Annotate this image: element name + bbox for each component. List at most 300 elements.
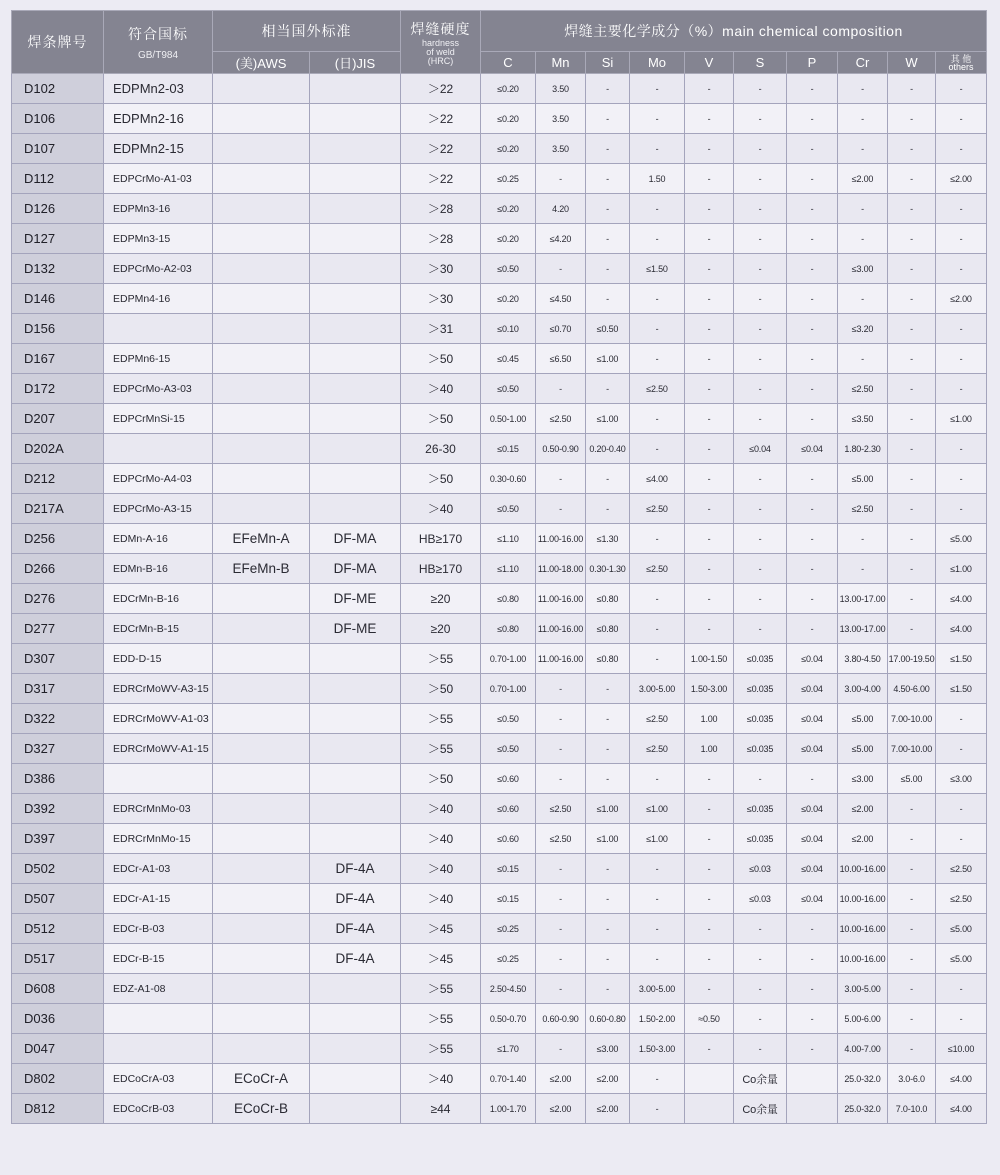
c-cell: ≤0.25 [481, 164, 536, 194]
others-cell: ≤4.00 [936, 1064, 987, 1094]
hardness-cell: ＞50 [401, 764, 481, 794]
p-cell: - [787, 374, 838, 404]
table-row [12, 854, 987, 884]
c-cell: ≤0.25 [481, 944, 536, 974]
others-cell: ≤2.50 [936, 884, 987, 914]
jis-cell [310, 704, 401, 734]
cr-cell: 25.0-32.0 [838, 1094, 888, 1124]
gb-standard-cell: EDPMn4-16 [104, 284, 213, 314]
p-cell: - [787, 74, 838, 104]
mn-cell: ≤2.50 [536, 794, 586, 824]
v-cell: 1.50-3.00 [685, 674, 734, 704]
si-cell: ≤0.50 [586, 314, 630, 344]
cr-cell: - [838, 284, 888, 314]
hardness-cell: ＞50 [401, 674, 481, 704]
table-row [12, 314, 987, 344]
v-cell: - [685, 764, 734, 794]
s-cell: - [734, 314, 787, 344]
c-cell: ≤0.50 [481, 494, 536, 524]
mo-cell: - [630, 344, 685, 374]
v-cell: - [685, 374, 734, 404]
p-cell: - [787, 134, 838, 164]
gb-standard-cell: EDPMn2-03 [104, 74, 213, 104]
others-cell: - [936, 704, 987, 734]
c-cell: 1.00-1.70 [481, 1094, 536, 1124]
mo-cell: 1.50-3.00 [630, 1034, 685, 1064]
others-cell: - [936, 434, 987, 464]
mo-cell: - [630, 104, 685, 134]
hardness-cell: ＞40 [401, 374, 481, 404]
aws-cell [213, 584, 310, 614]
table-row [12, 164, 987, 194]
hardness-cell: ＞40 [401, 494, 481, 524]
gb-standard-cell: EDPCrMo-A3-15 [104, 494, 213, 524]
header-gb-sub: GB/T984 [137, 49, 179, 61]
mn-cell: 11.00-16.00 [536, 584, 586, 614]
c-cell: ≤0.20 [481, 104, 536, 134]
aws-cell: ECoCr-B [213, 1094, 310, 1124]
cr-cell: ≤2.00 [838, 164, 888, 194]
brand-cell: D397 [12, 824, 104, 854]
cr-cell: 10.00-16.00 [838, 944, 888, 974]
jis-cell [310, 284, 401, 314]
others-cell: ≤4.00 [936, 614, 987, 644]
mn-cell: - [536, 944, 586, 974]
jis-cell [310, 674, 401, 704]
hardness-cell: ＞22 [401, 164, 481, 194]
table-row [12, 584, 987, 614]
mn-cell: - [536, 854, 586, 884]
mo-cell: - [630, 284, 685, 314]
hardness-cell: HB≥170 [401, 554, 481, 584]
header-jis [310, 52, 401, 74]
p-cell: ≤0.04 [787, 854, 838, 884]
mo-cell: - [630, 914, 685, 944]
others-cell: ≤3.00 [936, 764, 987, 794]
gb-standard-cell: EDMn-A-16 [104, 524, 213, 554]
w-cell: - [888, 554, 936, 584]
table-row [12, 794, 987, 824]
jis-cell: DF-MA [310, 524, 401, 554]
c-cell: ≤0.50 [481, 374, 536, 404]
table-row [12, 464, 987, 494]
p-cell: - [787, 584, 838, 614]
v-cell: - [685, 254, 734, 284]
v-cell: - [685, 284, 734, 314]
brand-cell: D276 [12, 584, 104, 614]
others-cell: ≤2.00 [936, 284, 987, 314]
si-cell: 0.30-1.30 [586, 554, 630, 584]
v-cell: - [685, 134, 734, 164]
si-cell: ≤2.00 [586, 1064, 630, 1094]
cr-cell: - [838, 224, 888, 254]
c-cell: ≤0.10 [481, 314, 536, 344]
mn-cell: 3.50 [536, 74, 586, 104]
jis-cell [310, 764, 401, 794]
table-row [12, 1034, 987, 1064]
cr-cell: ≤3.20 [838, 314, 888, 344]
hardness-cell: ＞50 [401, 464, 481, 494]
brand-cell: D277 [12, 614, 104, 644]
c-cell: 0.70-1.00 [481, 644, 536, 674]
others-cell: ≤1.50 [936, 674, 987, 704]
w-cell: - [888, 1004, 936, 1034]
table-row [12, 1004, 987, 1034]
cr-cell: ≤3.50 [838, 404, 888, 434]
aws-cell [213, 974, 310, 1004]
s-cell: - [734, 374, 787, 404]
gb-standard-cell: EDCoCrB-03 [104, 1094, 213, 1124]
v-cell: - [685, 824, 734, 854]
si-cell: - [586, 884, 630, 914]
brand-cell: D036 [12, 1004, 104, 1034]
v-cell: - [685, 974, 734, 1004]
c-cell: ≤0.80 [481, 584, 536, 614]
p-cell: - [787, 1004, 838, 1034]
s-cell: ≤0.035 [734, 704, 787, 734]
mo-cell: ≤1.00 [630, 794, 685, 824]
hardness-cell: ＞55 [401, 974, 481, 1004]
brand-cell: D317 [12, 674, 104, 704]
mn-cell: 4.20 [536, 194, 586, 224]
c-cell: ≤0.80 [481, 614, 536, 644]
p-cell: - [787, 164, 838, 194]
hardness-cell: ＞40 [401, 854, 481, 884]
hardness-cell: ＞40 [401, 824, 481, 854]
aws-cell [213, 434, 310, 464]
mo-cell: - [630, 194, 685, 224]
v-cell: - [685, 344, 734, 374]
others-cell: ≤2.00 [936, 164, 987, 194]
table-row [12, 104, 987, 134]
w-cell: - [888, 224, 936, 254]
hardness-cell: ＞40 [401, 884, 481, 914]
s-cell: - [734, 164, 787, 194]
s-cell: ≤0.04 [734, 434, 787, 464]
p-cell: ≤0.04 [787, 704, 838, 734]
si-cell: - [586, 134, 630, 164]
si-cell: - [586, 764, 630, 794]
gb-standard-cell: EDRCrMoWV-A1-03 [104, 704, 213, 734]
aws-cell [213, 374, 310, 404]
jis-cell [310, 644, 401, 674]
c-cell: ≤1.70 [481, 1034, 536, 1064]
jis-cell [310, 104, 401, 134]
p-cell [787, 1094, 838, 1124]
header-aws-label: (美)AWS [235, 55, 287, 71]
jis-cell: DF-MA [310, 554, 401, 584]
p-cell: - [787, 404, 838, 434]
si-cell: - [586, 974, 630, 1004]
jis-cell [310, 404, 401, 434]
aws-cell [213, 884, 310, 914]
aws-cell [213, 734, 310, 764]
mo-cell: - [630, 884, 685, 914]
others-cell: - [936, 824, 987, 854]
table-row [12, 254, 987, 284]
header-element-s [734, 52, 787, 74]
brand-cell: D167 [12, 344, 104, 374]
gb-standard-cell [104, 314, 213, 344]
table-row [12, 344, 987, 374]
mn-cell: - [536, 254, 586, 284]
cr-cell: 10.00-16.00 [838, 854, 888, 884]
gb-standard-cell: EDPCrMo-A4-03 [104, 464, 213, 494]
gb-standard-cell [104, 1034, 213, 1064]
header-others-cn: 其 他 [950, 53, 972, 64]
si-cell: - [586, 284, 630, 314]
p-cell: - [787, 1034, 838, 1064]
c-cell: 0.70-1.40 [481, 1064, 536, 1094]
c-cell: ≤0.15 [481, 854, 536, 884]
table-row [12, 524, 987, 554]
mn-cell: 11.00-18.00 [536, 554, 586, 584]
hardness-cell: ＞45 [401, 944, 481, 974]
header-foreign [213, 11, 401, 52]
table-row [12, 554, 987, 584]
hardness-cell: ＞55 [401, 1034, 481, 1064]
hardness-cell: ＞55 [401, 1004, 481, 1034]
si-cell: - [586, 734, 630, 764]
cr-cell: 13.00-17.00 [838, 614, 888, 644]
header-element-label: S [755, 54, 765, 70]
c-cell: ≤0.50 [481, 704, 536, 734]
p-cell: ≤0.04 [787, 674, 838, 704]
others-cell: ≤1.00 [936, 554, 987, 584]
brand-cell: D327 [12, 734, 104, 764]
mo-cell: 1.50 [630, 164, 685, 194]
w-cell: - [888, 524, 936, 554]
v-cell: - [685, 1034, 734, 1064]
v-cell: - [685, 614, 734, 644]
mn-cell: - [536, 674, 586, 704]
gb-standard-cell: EDD-D-15 [104, 644, 213, 674]
p-cell: - [787, 314, 838, 344]
gb-standard-cell: EDCr-B-15 [104, 944, 213, 974]
mo-cell: - [630, 1064, 685, 1094]
others-cell: - [936, 344, 987, 374]
jis-cell [310, 794, 401, 824]
s-cell: - [734, 764, 787, 794]
brand-cell: D517 [12, 944, 104, 974]
cr-cell: 25.0-32.0 [838, 1064, 888, 1094]
c-cell: ≤0.20 [481, 134, 536, 164]
hardness-cell: ＞30 [401, 254, 481, 284]
mn-cell: 11.00-16.00 [536, 524, 586, 554]
brand-cell: D217A [12, 494, 104, 524]
aws-cell [213, 764, 310, 794]
jis-cell [310, 134, 401, 164]
brand-cell: D502 [12, 854, 104, 884]
c-cell: ≤0.60 [481, 764, 536, 794]
s-cell: - [734, 254, 787, 284]
gb-standard-cell: EDPCrMnSi-15 [104, 404, 213, 434]
table-row [12, 614, 987, 644]
others-cell: - [936, 194, 987, 224]
mo-cell: ≤2.50 [630, 374, 685, 404]
header-element-cr [838, 52, 888, 74]
hardness-cell: ≥20 [401, 584, 481, 614]
w-cell: - [888, 884, 936, 914]
s-cell: - [734, 914, 787, 944]
header-hardness-sub1: hardness [421, 37, 460, 48]
gb-standard-cell [104, 434, 213, 464]
c-cell: ≤0.20 [481, 194, 536, 224]
si-cell: - [586, 494, 630, 524]
jis-cell [310, 734, 401, 764]
gb-standard-cell: EDRCrMnMo-03 [104, 794, 213, 824]
brand-cell: D812 [12, 1094, 104, 1124]
header-element-w [888, 52, 936, 74]
cr-cell: - [838, 134, 888, 164]
header-others-en: others [948, 61, 974, 72]
mn-cell: 11.00-16.00 [536, 614, 586, 644]
others-cell: ≤1.00 [936, 404, 987, 434]
others-cell: - [936, 1004, 987, 1034]
header-element-mo [630, 52, 685, 74]
brand-cell: D322 [12, 704, 104, 734]
w-cell: - [888, 434, 936, 464]
v-cell: 1.00-1.50 [685, 644, 734, 674]
mn-cell: ≤6.50 [536, 344, 586, 374]
gb-standard-cell: EDCrMn-B-16 [104, 584, 213, 614]
header-element-c [481, 52, 536, 74]
p-cell: - [787, 194, 838, 224]
c-cell: ≤1.10 [481, 554, 536, 584]
header-hardness-sub2: of weld [426, 46, 455, 57]
w-cell: - [888, 194, 936, 224]
others-cell: ≤2.50 [936, 854, 987, 884]
hardness-cell: ＞55 [401, 734, 481, 764]
header-gb-label: 符合国标 [128, 25, 188, 42]
hardness-cell: ＞22 [401, 74, 481, 104]
v-cell: - [685, 914, 734, 944]
p-cell: - [787, 944, 838, 974]
others-cell: ≤5.00 [936, 914, 987, 944]
jis-cell [310, 1064, 401, 1094]
weld-electrode-table-container [11, 10, 987, 1124]
mn-cell: - [536, 914, 586, 944]
v-cell: - [685, 524, 734, 554]
aws-cell [213, 224, 310, 254]
table-row [12, 194, 987, 224]
v-cell: - [685, 554, 734, 584]
s-cell: - [734, 494, 787, 524]
cr-cell: - [838, 104, 888, 134]
table-row [12, 494, 987, 524]
hardness-cell: ≥44 [401, 1094, 481, 1124]
v-cell: - [685, 884, 734, 914]
mo-cell: - [630, 434, 685, 464]
p-cell: - [787, 104, 838, 134]
v-cell: - [685, 74, 734, 104]
brand-cell: D266 [12, 554, 104, 584]
cr-cell: ≤3.00 [838, 764, 888, 794]
others-cell: - [936, 494, 987, 524]
gb-standard-cell: EDCr-B-03 [104, 914, 213, 944]
s-cell: ≤0.035 [734, 794, 787, 824]
header-brand [12, 11, 104, 74]
p-cell [787, 1064, 838, 1094]
p-cell: - [787, 254, 838, 284]
w-cell: - [888, 614, 936, 644]
header-element-label: Mo [647, 54, 667, 70]
mo-cell: 3.00-5.00 [630, 674, 685, 704]
jis-cell [310, 194, 401, 224]
brand-cell: D156 [12, 314, 104, 344]
w-cell: - [888, 824, 936, 854]
mn-cell: 0.60-0.90 [536, 1004, 586, 1034]
v-cell [685, 1094, 734, 1124]
w-cell: - [888, 1034, 936, 1064]
table-row [12, 284, 987, 314]
table-row [12, 974, 987, 1004]
s-cell: - [734, 554, 787, 584]
brand-cell: D132 [12, 254, 104, 284]
gb-standard-cell: EDPCrMo-A1-03 [104, 164, 213, 194]
c-cell: ≤0.20 [481, 74, 536, 104]
cr-cell: 3.00-5.00 [838, 974, 888, 1004]
table-row [12, 1094, 987, 1124]
mo-cell: - [630, 524, 685, 554]
gb-standard-cell: EDMn-B-16 [104, 554, 213, 584]
p-cell: - [787, 524, 838, 554]
mo-cell: - [630, 764, 685, 794]
mo-cell: ≤2.50 [630, 554, 685, 584]
jis-cell [310, 224, 401, 254]
header-hardness-label: 焊缝硬度 [410, 20, 471, 37]
si-cell: - [586, 674, 630, 704]
w-cell: - [888, 314, 936, 344]
c-cell: ≤0.60 [481, 824, 536, 854]
w-cell: ≤5.00 [888, 764, 936, 794]
aws-cell [213, 284, 310, 314]
mn-cell: - [536, 734, 586, 764]
jis-cell [310, 164, 401, 194]
aws-cell [213, 794, 310, 824]
table-row [12, 74, 987, 104]
si-cell: 0.60-0.80 [586, 1004, 630, 1034]
cr-cell: 13.00-17.00 [838, 584, 888, 614]
si-cell: 0.20-0.40 [586, 434, 630, 464]
others-cell: - [936, 254, 987, 284]
aws-cell [213, 1004, 310, 1034]
w-cell: - [888, 254, 936, 284]
table-row [12, 224, 987, 254]
w-cell: - [888, 854, 936, 884]
v-cell: - [685, 944, 734, 974]
jis-cell [310, 1004, 401, 1034]
s-cell: - [734, 224, 787, 254]
mo-cell: ≤2.50 [630, 704, 685, 734]
s-cell: ≤0.035 [734, 734, 787, 764]
p-cell: - [787, 494, 838, 524]
si-cell: - [586, 464, 630, 494]
v-cell: - [685, 314, 734, 344]
mo-cell: - [630, 614, 685, 644]
mn-cell: - [536, 1034, 586, 1064]
others-cell: ≤4.00 [936, 584, 987, 614]
gb-standard-cell: EDPMn2-15 [104, 134, 213, 164]
gb-standard-cell: EDPCrMo-A3-03 [104, 374, 213, 404]
s-cell: - [734, 344, 787, 374]
mn-cell: ≤2.50 [536, 404, 586, 434]
si-cell: - [586, 944, 630, 974]
s-cell: - [734, 134, 787, 164]
aws-cell [213, 404, 310, 434]
mo-cell: - [630, 854, 685, 884]
si-cell: - [586, 914, 630, 944]
